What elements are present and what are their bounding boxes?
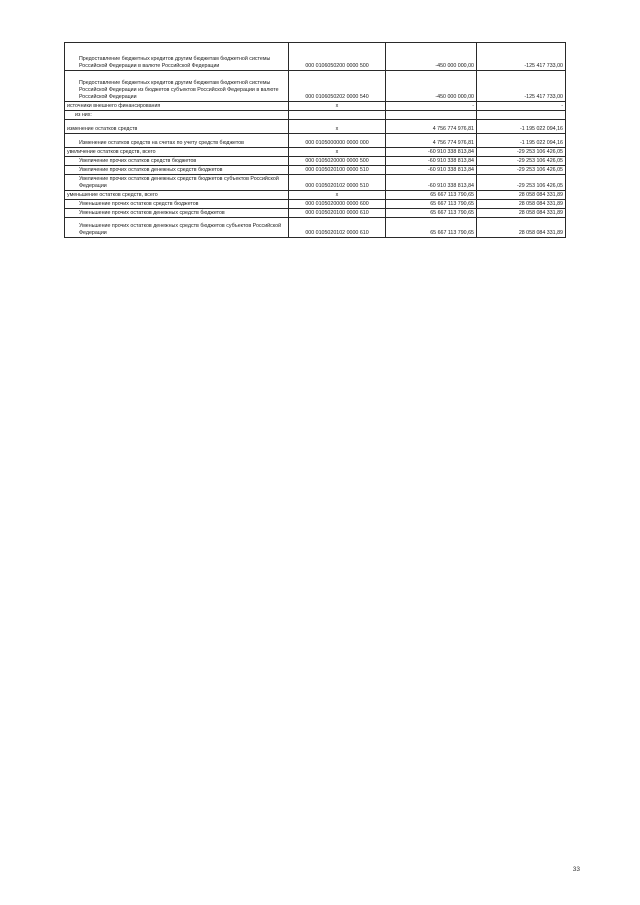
table-row	[65, 218, 566, 238]
row-name-cell: Уменьшение прочих остатков средств бюджетов	[65, 200, 289, 209]
row-executed-cell: -1 195 022 094,16	[477, 120, 566, 134]
row-code-cell	[289, 111, 386, 120]
row-name-cell: Увеличение прочих остатков денежных средств бюджетов субъектов Российской Федерации	[65, 175, 289, 191]
row-name-cell: изменение остатков средств	[65, 120, 289, 134]
page-number: 33	[572, 866, 580, 873]
row-executed-cell: -125 417 733,00	[477, 71, 566, 102]
table-row	[65, 71, 566, 102]
row-name-cell: увеличение остатков средств, всего	[65, 148, 289, 157]
table-row	[65, 175, 566, 191]
table-row	[65, 43, 566, 71]
row-name-cell: Предоставление бюджетных кредитов другим бюджетам бюджетной системы Российской Федерации из бюджетов субъектов Российской Федерации в валюте Российской Федерации	[65, 71, 289, 102]
row-executed-cell: -29 253 106 426,05	[477, 157, 566, 166]
row-code-cell: 000 0105020102 0000 610	[289, 218, 386, 238]
row-executed-cell: -29 253 106 426,05	[477, 148, 566, 157]
row-executed-cell: 28 058 084 331,89	[477, 209, 566, 218]
row-name-cell: Увеличение прочих остатков денежных средств бюджетов	[65, 166, 289, 175]
row-name-cell: из них:	[65, 111, 289, 120]
table-row	[65, 157, 566, 166]
row-code-cell: 000 0105020100 0000 610	[289, 209, 386, 218]
row-name-cell: уменьшение остатков средств, всего	[65, 191, 289, 200]
row-code-cell: x	[289, 120, 386, 134]
row-code-cell: 000 0105020100 0000 510	[289, 166, 386, 175]
row-code-cell: 000 0105020102 0000 510	[289, 175, 386, 191]
row-name-cell: источники внешнего финансирования	[65, 102, 289, 111]
table-row	[65, 166, 566, 175]
row-code-cell: 000 0105000000 0000 000	[289, 134, 386, 148]
row-executed-cell: 28 058 084 331,89	[477, 218, 566, 238]
row-executed-cell: -29 253 106 426,05	[477, 175, 566, 191]
row-executed-cell: 28 058 084 331,89	[477, 200, 566, 209]
row-approved-cell: 4 756 774 976,81	[386, 120, 477, 134]
table-row	[65, 120, 566, 134]
row-approved-cell: 65 667 113 790,65	[386, 218, 477, 238]
table-row	[65, 102, 566, 111]
row-code-cell: x	[289, 148, 386, 157]
row-executed-cell: -125 417 733,00	[477, 43, 566, 71]
row-approved-cell: 65 667 113 790,65	[386, 209, 477, 218]
row-code-cell: 000 0105020000 0000 600	[289, 200, 386, 209]
row-approved-cell: 4 756 774 976,81	[386, 134, 477, 148]
row-name-cell: Уменьшение прочих остатков денежных средств бюджетов субъектов Российской Федерации	[65, 218, 289, 238]
row-name-cell: Уменьшение прочих остатков денежных средств бюджетов	[65, 209, 289, 218]
row-name-cell: Увеличение прочих остатков средств бюджетов	[65, 157, 289, 166]
row-approved-cell: -450 000 000,00	[386, 71, 477, 102]
row-executed-cell: 28 058 084 331,89	[477, 191, 566, 200]
budget-sources-table	[64, 42, 566, 238]
table-row	[65, 209, 566, 218]
row-approved-cell: 65 667 113 790,65	[386, 191, 477, 200]
table-row	[65, 134, 566, 148]
table-row	[65, 191, 566, 200]
row-approved-cell	[386, 111, 477, 120]
row-code-cell: 000 0105020000 0000 500	[289, 157, 386, 166]
row-code-cell: 000 0106050202 0000 540	[289, 71, 386, 102]
row-code-cell: 000 0106050200 0000 500	[289, 43, 386, 71]
row-approved-cell: -60 910 338 813,84	[386, 175, 477, 191]
table-row	[65, 111, 566, 120]
row-executed-cell: -1 195 022 094,16	[477, 134, 566, 148]
row-code-cell: x	[289, 191, 386, 200]
row-executed-cell: -29 253 106 426,05	[477, 166, 566, 175]
table-row	[65, 148, 566, 157]
row-approved-cell: -60 910 338 813,84	[386, 157, 477, 166]
row-approved-cell: -450 000 000,00	[386, 43, 477, 71]
row-code-cell: x	[289, 102, 386, 111]
row-name-cell: Предоставление бюджетных кредитов другим бюджетам бюджетной системы Российской Федерации в валюте Российской Федерации	[65, 43, 289, 71]
row-name-cell: Изменение остатков средств на счетах по учету средств бюджетов	[65, 134, 289, 148]
row-executed-cell	[477, 111, 566, 120]
table-row	[65, 200, 566, 209]
table-body	[65, 43, 566, 238]
row-approved-cell: -	[386, 102, 477, 111]
row-approved-cell: -60 910 338 813,84	[386, 166, 477, 175]
row-executed-cell: -	[477, 102, 566, 111]
row-approved-cell: 65 667 113 790,65	[386, 200, 477, 209]
row-approved-cell: -60 910 338 813,84	[386, 148, 477, 157]
